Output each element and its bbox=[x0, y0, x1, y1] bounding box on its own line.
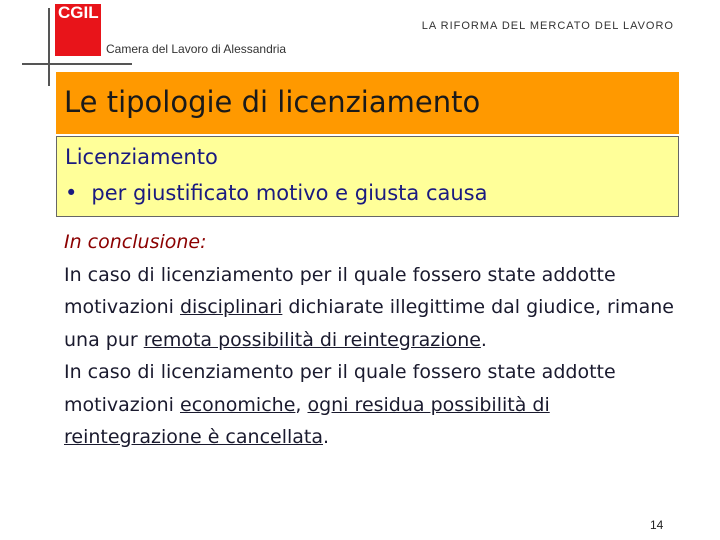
logo-text: CGIL bbox=[58, 3, 99, 22]
p1-text-b: dichiarate illegittime dal giudice, rimane una pur bbox=[64, 296, 674, 351]
conclusion-label: In conclusione: bbox=[64, 231, 207, 253]
org-name: Camera del Lavoro di Alessandria bbox=[106, 42, 287, 56]
p2-underline-economic: economiche bbox=[180, 393, 296, 416]
box-heading: Licenziamento bbox=[65, 145, 218, 169]
box-bullet-text: per giustificato motivo e giusta causa bbox=[91, 181, 488, 205]
page-number: 14 bbox=[650, 518, 664, 532]
slide-title-bar bbox=[56, 72, 679, 134]
document-title: LA RIFORMA DEL MERCATO DEL LAVORO bbox=[421, 20, 674, 32]
logo-vertical-line bbox=[48, 8, 50, 86]
paragraph-disciplinary bbox=[64, 259, 684, 357]
p2-underline-cancelled: ogni residua possibilità di reintegrazione è cancellata bbox=[64, 393, 550, 448]
p1-underline-disciplinary: disciplinari bbox=[180, 296, 283, 318]
paragraph-economic bbox=[64, 356, 684, 454]
highlight-box bbox=[56, 136, 679, 217]
slide-body bbox=[64, 226, 684, 454]
p2-text-b: , bbox=[295, 393, 308, 416]
box-bullet-item bbox=[65, 181, 487, 205]
slide-title: Le tipologie di licenziamento bbox=[64, 85, 481, 119]
p2-text-a: In caso di licenziamento per il quale fossero state addotte motivazioni bbox=[64, 361, 616, 416]
p1-text-c: . bbox=[480, 328, 487, 351]
bullet-glyph: • bbox=[65, 181, 78, 205]
p2-text-c: . bbox=[323, 426, 330, 448]
p1-underline-reinstatement: remota possibilità di reintegrazione bbox=[143, 328, 481, 351]
p1-text-a: In caso di licenziamento per il quale fossero state addotte motivazioni bbox=[64, 263, 616, 318]
logo-horizontal-line bbox=[22, 63, 132, 65]
